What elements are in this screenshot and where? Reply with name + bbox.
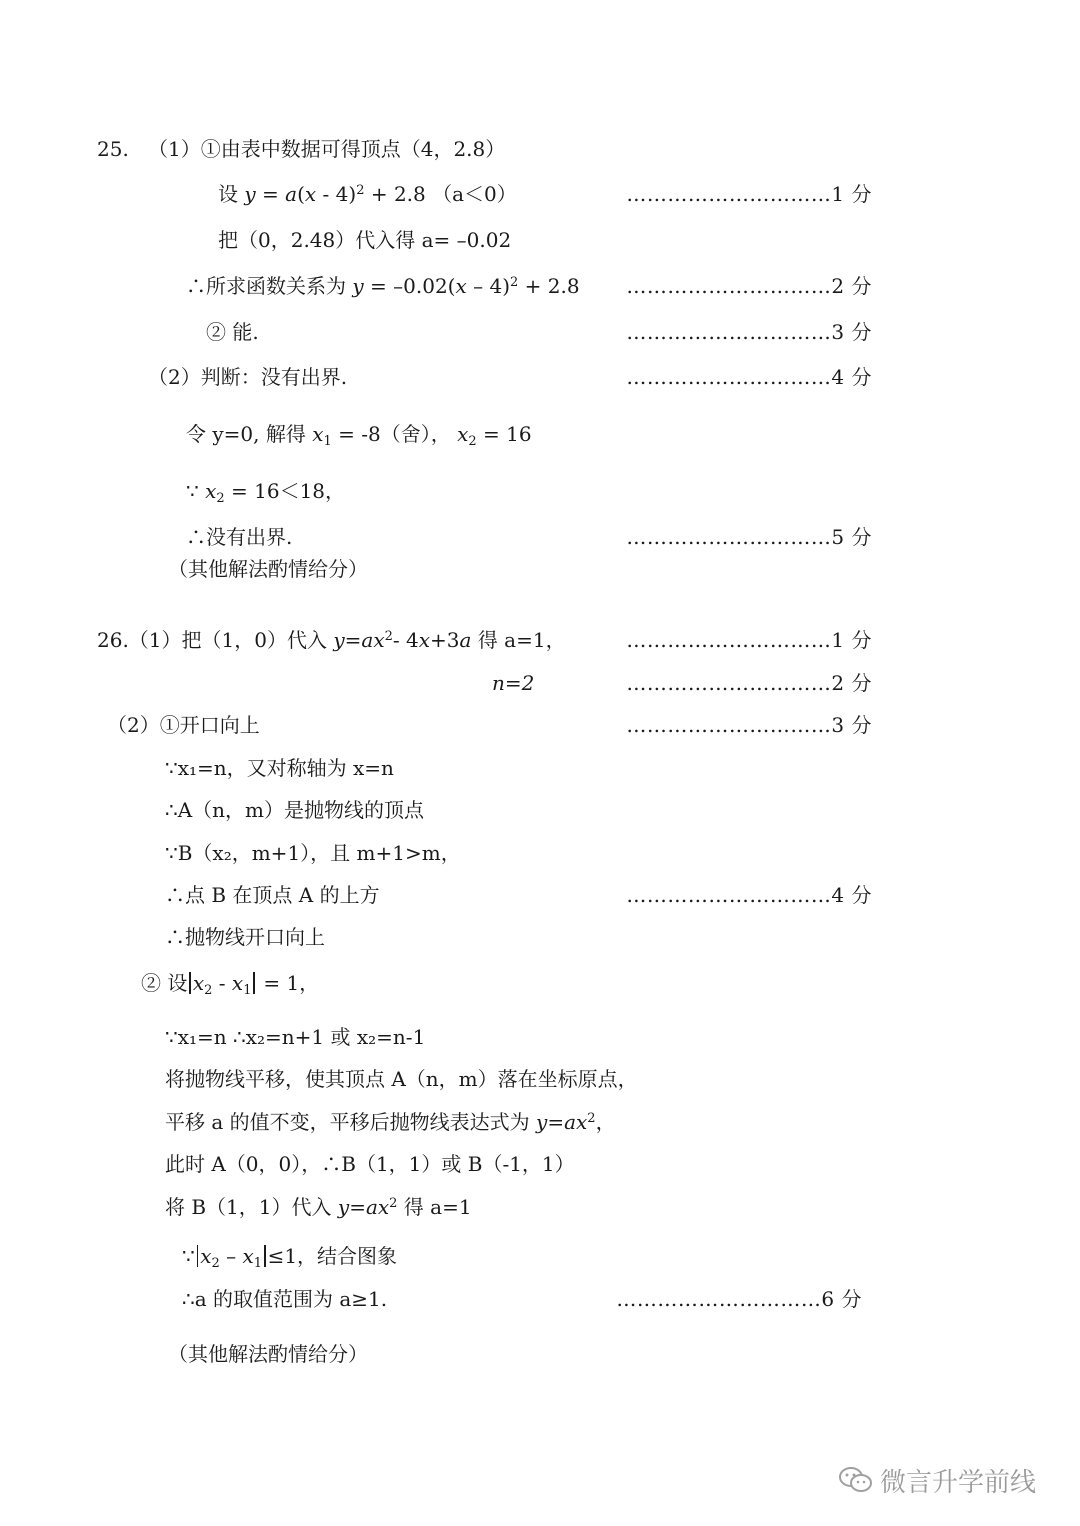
watermark [838,1462,1036,1498]
q25-line-judge: （2）判断：没有出界. [148,365,348,389]
q25-score-5: …………………………5 分 [626,525,872,549]
q25-line-result: ∴所求函数关系为 y = –0.02(x – 4)$^2$ + 2.8 [186,274,580,298]
q26-line-point-b: ∵B（x₂，m+1），且 m+1>m， [165,841,461,865]
formula-sub: $y=ax^2$ [337,1195,398,1219]
formula-ineq: $x_2 - x_1$ [195,1244,268,1268]
q25-other-methods: （其他解法酌情给分） [168,557,368,581]
q25-line-vertex: （1）①由表中数据可得顶点（4，2.8） [148,137,506,161]
q26-score-3: …………………………3 分 [626,713,872,737]
formula-abs: $x_2 - x_1 = 1$， [187,971,319,995]
q26-score-2: …………………………2 分 [626,671,872,695]
q25-line-conclusion: ∴没有出界. [186,525,293,549]
q26-line-set-abs: ② 设 $x_2 - x_1 = 1$， [141,971,320,998]
formula-parabola: $y=ax^2-$ 4x+3a [333,628,472,652]
q26-line-x2-cases: ∵x₁=n ∴x₂=n+1 或 x₂=n-1 [165,1025,426,1049]
wechat-icon [838,1465,874,1495]
q26-line-opens-up: （2）①开口向上 [107,713,260,737]
q26-score-1: …………………………1 分 [626,628,872,652]
q26-line-vertex: ∴A（n，m）是抛物线的顶点 [165,798,425,822]
q26-line-above: ∴点 B 在顶点 A 的上方 [165,883,380,907]
q25-line-compare: ∵ $x_2 = 16<18$， [186,479,346,506]
q26-line-n: n=2 [492,671,535,695]
q26-line-axis: ∵x₁=n，又对称轴为 x=n [165,756,394,780]
formula-set: y = a(x - 4)$^2$ + 2.8 [244,182,426,206]
formula-result: y = –0.02(x – 4)$^2$ + 2.8 [352,274,580,298]
q26-line-origin: 此时 A（0，0），∴B（1，1）或 B（-1，1） [165,1152,575,1176]
q26-line-inequality: ∵ $x_2 - x_1 \le 1$，结合图象 [182,1244,398,1271]
watermark-text: 微言升学前线 [880,1467,1037,1498]
q26-line-shifted: 平移 a 的值不变，平移后抛物线表达式为 $y=ax^2$， [165,1110,616,1134]
formula-x1: $x_1 = -8$ [312,422,381,449]
q26-line-conclude-up: ∴抛物线开口向上 [165,925,325,949]
q25-score-1: …………………………1 分 [626,182,872,206]
q25-line-solve: 令 y=0, 解得 $x_1 = -8$（舍）， $x_2 = 16$ [186,422,532,449]
q25-line-can: ② 能. [206,320,259,344]
q25-line-substitute: 把（0，2.48）代入得 a= –0.02 [218,228,512,252]
q25-score-3: …………………………3 分 [626,320,872,344]
q26-score-4: …………………………4 分 [626,883,872,907]
q26-other-methods: （其他解法酌情给分） [168,1342,368,1366]
q26-line-sub-b: 将 B（1，1）代入 $y=ax^2$ 得 a=1 [165,1195,472,1219]
q26-line-range: ∴a 的取值范围为 a≥1. [182,1287,388,1311]
formula-shifted: $y=ax^2$， [536,1110,616,1134]
q25-line-set: 设 y = a(x - 4)$^2$ + 2.8 （a＜0） [218,182,517,206]
q25-score-2: …………………………2 分 [626,274,872,298]
q26-line-substitute: 26.（1）把（1，0）代入 $y=ax^2-$ 4x+3a 得 a=1， [97,628,566,652]
q26-line-translate: 将抛物线平移，使其顶点 A（n，m）落在坐标原点， [165,1067,638,1091]
q26-score-6: …………………………6 分 [616,1287,862,1311]
q25-number: 25. [97,137,129,161]
q25-score-4: …………………………4 分 [626,365,872,389]
formula-x2: $x_2 = 16$ [457,422,532,449]
